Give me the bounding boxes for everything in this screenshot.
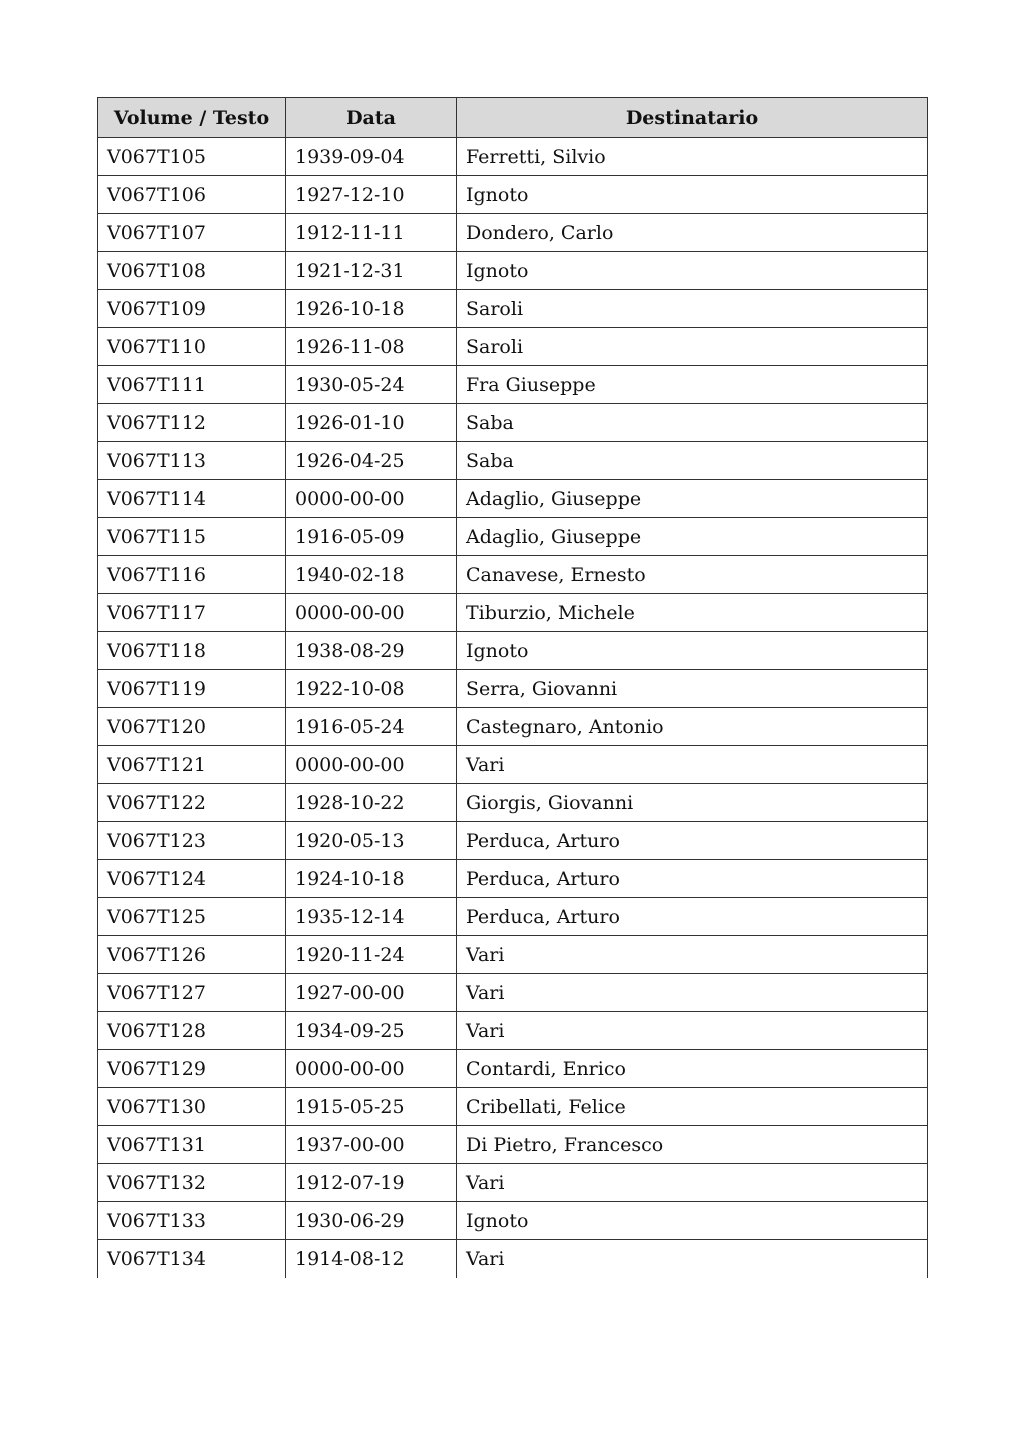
table-row <box>98 518 928 556</box>
destinatario-cell: Ignoto <box>457 176 928 214</box>
destinatario-cell: Saba <box>457 442 928 480</box>
volume-testo-cell: V067T121 <box>98 746 286 784</box>
table-row <box>98 328 928 366</box>
destinatario-cell: Serra, Giovanni <box>457 670 928 708</box>
volume-testo-cell: V067T108 <box>98 252 286 290</box>
volume-testo-cell: V067T118 <box>98 632 286 670</box>
volume-testo-cell: V067T124 <box>98 860 286 898</box>
destinatario-cell: Vari <box>457 1164 928 1202</box>
volume-testo-cell: V067T134 <box>98 1240 286 1278</box>
header-row <box>98 98 928 138</box>
data-cell: 1916-05-09 <box>286 518 457 556</box>
volume-testo-cell: V067T117 <box>98 594 286 632</box>
data-cell: 1928-10-22 <box>286 784 457 822</box>
volume-testo-cell: V067T107 <box>98 214 286 252</box>
volume-testo-cell: V067T110 <box>98 328 286 366</box>
data-cell: 1926-01-10 <box>286 404 457 442</box>
volume-testo-cell: V067T111 <box>98 366 286 404</box>
data-cell: 1926-11-08 <box>286 328 457 366</box>
volume-testo-cell: V067T105 <box>98 138 286 176</box>
volume-testo-cell: V067T114 <box>98 480 286 518</box>
volume-testo-cell: V067T130 <box>98 1088 286 1126</box>
destinatario-cell: Perduca, Arturo <box>457 898 928 936</box>
volume-testo-cell: V067T126 <box>98 936 286 974</box>
data-cell: 0000-00-00 <box>286 1050 457 1088</box>
destinatario-cell: Ignoto <box>457 252 928 290</box>
volume-testo-cell: V067T113 <box>98 442 286 480</box>
table-row <box>98 746 928 784</box>
table-row <box>98 1240 928 1278</box>
destinatario-cell: Adaglio, Giuseppe <box>457 480 928 518</box>
destinatario-cell: Vari <box>457 974 928 1012</box>
destinatario-cell: Vari <box>457 746 928 784</box>
table-row <box>98 214 928 252</box>
table-row <box>98 936 928 974</box>
destinatario-cell: Ignoto <box>457 1202 928 1240</box>
destinatario-cell: Vari <box>457 936 928 974</box>
records-table <box>97 97 928 1278</box>
table-row <box>98 1088 928 1126</box>
volume-testo-cell: V067T131 <box>98 1126 286 1164</box>
data-cell: 1914-08-12 <box>286 1240 457 1278</box>
volume-testo-cell: V067T125 <box>98 898 286 936</box>
destinatario-cell: Castegnaro, Antonio <box>457 708 928 746</box>
data-cell: 0000-00-00 <box>286 480 457 518</box>
volume-testo-cell: V067T127 <box>98 974 286 1012</box>
volume-testo-cell: V067T116 <box>98 556 286 594</box>
table-row <box>98 784 928 822</box>
data-cell: 1924-10-18 <box>286 860 457 898</box>
data-cell: 1912-11-11 <box>286 214 457 252</box>
column-header-data: Data <box>286 98 457 138</box>
table-row <box>98 708 928 746</box>
destinatario-cell: Tiburzio, Michele <box>457 594 928 632</box>
data-cell: 1934-09-25 <box>286 1012 457 1050</box>
volume-testo-cell: V067T109 <box>98 290 286 328</box>
destinatario-cell: Canavese, Ernesto <box>457 556 928 594</box>
data-cell: 1940-02-18 <box>286 556 457 594</box>
data-cell: 1930-05-24 <box>286 366 457 404</box>
data-cell: 1912-07-19 <box>286 1164 457 1202</box>
data-cell: 1926-10-18 <box>286 290 457 328</box>
volume-testo-cell: V067T122 <box>98 784 286 822</box>
volume-testo-cell: V067T129 <box>98 1050 286 1088</box>
destinatario-cell: Perduca, Arturo <box>457 860 928 898</box>
destinatario-cell: Saroli <box>457 290 928 328</box>
destinatario-cell: Vari <box>457 1012 928 1050</box>
data-cell: 1939-09-04 <box>286 138 457 176</box>
table-row <box>98 1164 928 1202</box>
destinatario-cell: Cribellati, Felice <box>457 1088 928 1126</box>
destinatario-cell: Vari <box>457 1240 928 1278</box>
table-row <box>98 252 928 290</box>
volume-testo-cell: V067T112 <box>98 404 286 442</box>
data-cell: 1937-00-00 <box>286 1126 457 1164</box>
data-cell: 1916-05-24 <box>286 708 457 746</box>
destinatario-cell: Perduca, Arturo <box>457 822 928 860</box>
destinatario-cell: Fra Giuseppe <box>457 366 928 404</box>
table-row <box>98 594 928 632</box>
volume-testo-cell: V067T106 <box>98 176 286 214</box>
data-cell: 1915-05-25 <box>286 1088 457 1126</box>
table-row <box>98 1050 928 1088</box>
table-row <box>98 404 928 442</box>
volume-testo-cell: V067T132 <box>98 1164 286 1202</box>
volume-testo-cell: V067T123 <box>98 822 286 860</box>
table-row <box>98 860 928 898</box>
table-row <box>98 1126 928 1164</box>
volume-testo-cell: V067T133 <box>98 1202 286 1240</box>
table-row <box>98 290 928 328</box>
destinatario-cell: Ferretti, Silvio <box>457 138 928 176</box>
destinatario-cell: Adaglio, Giuseppe <box>457 518 928 556</box>
table-row <box>98 366 928 404</box>
destinatario-cell: Saba <box>457 404 928 442</box>
destinatario-cell: Contardi, Enrico <box>457 1050 928 1088</box>
table-row <box>98 974 928 1012</box>
data-cell: 1926-04-25 <box>286 442 457 480</box>
data-cell: 1927-12-10 <box>286 176 457 214</box>
destinatario-cell: Saroli <box>457 328 928 366</box>
column-header-destinatario: Destinatario <box>457 98 928 138</box>
volume-testo-cell: V067T120 <box>98 708 286 746</box>
table-row <box>98 822 928 860</box>
table-row <box>98 632 928 670</box>
table-row <box>98 556 928 594</box>
data-cell: 1927-00-00 <box>286 974 457 1012</box>
data-cell: 1938-08-29 <box>286 632 457 670</box>
table-row <box>98 1202 928 1240</box>
table-row <box>98 442 928 480</box>
data-cell: 0000-00-00 <box>286 746 457 784</box>
table-row <box>98 670 928 708</box>
destinatario-cell: Dondero, Carlo <box>457 214 928 252</box>
data-cell: 1930-06-29 <box>286 1202 457 1240</box>
data-cell: 0000-00-00 <box>286 594 457 632</box>
data-cell: 1935-12-14 <box>286 898 457 936</box>
table-row <box>98 898 928 936</box>
volume-testo-cell: V067T128 <box>98 1012 286 1050</box>
data-cell: 1920-11-24 <box>286 936 457 974</box>
destinatario-cell: Di Pietro, Francesco <box>457 1126 928 1164</box>
volume-testo-cell: V067T115 <box>98 518 286 556</box>
volume-testo-cell: V067T119 <box>98 670 286 708</box>
data-cell: 1922-10-08 <box>286 670 457 708</box>
data-cell: 1920-05-13 <box>286 822 457 860</box>
table-row <box>98 480 928 518</box>
table-row <box>98 1012 928 1050</box>
table-row <box>98 176 928 214</box>
destinatario-cell: Ignoto <box>457 632 928 670</box>
table-row <box>98 138 928 176</box>
table-header <box>98 98 928 138</box>
destinatario-cell: Giorgis, Giovanni <box>457 784 928 822</box>
column-header-volume-testo: Volume / Testo <box>98 98 286 138</box>
table-body <box>98 138 928 1278</box>
data-cell: 1921-12-31 <box>286 252 457 290</box>
